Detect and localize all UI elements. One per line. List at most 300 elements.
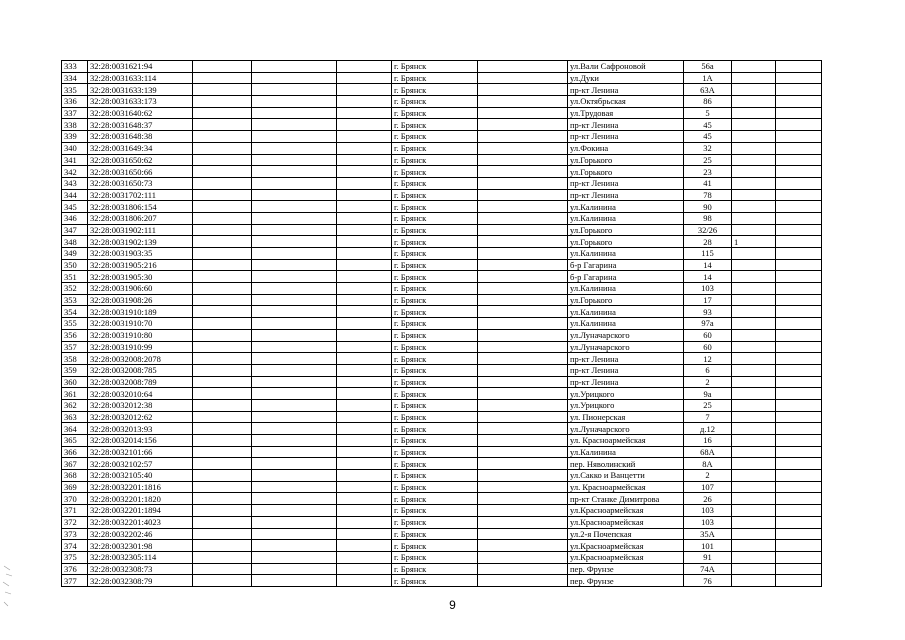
empty-cell [478,131,568,143]
empty-cell [193,283,252,295]
street-cell: ул. Красноармейская [568,435,684,447]
street-cell: пр-кт Ленина [568,353,684,365]
empty-cell [193,493,252,505]
table-row [62,119,822,131]
empty-cell [478,306,568,318]
row-number-cell: 349 [62,248,88,260]
empty-cell [193,446,252,458]
empty-cell [337,306,392,318]
table-row [62,131,822,143]
table-row [62,306,822,318]
street-cell: пр-кт Ленина [568,131,684,143]
city-cell: г. Брянск [392,189,478,201]
table-row [62,294,822,306]
city-cell: г. Брянск [392,131,478,143]
empty-cell [252,84,337,96]
empty-cell [193,224,252,236]
empty-cell [337,505,392,517]
city-cell: г. Брянск [392,481,478,493]
street-cell: ул.Калинина [568,318,684,330]
cadastral-number-cell: 32:28:0031648:38 [88,131,193,143]
empty-cell [193,72,252,84]
extra-cell [732,84,776,96]
empty-cell [193,189,252,201]
empty-cell [478,154,568,166]
row-number-cell: 375 [62,551,88,563]
city-cell: г. Брянск [392,528,478,540]
cadastral-number-cell: 32:28:0031902:139 [88,236,193,248]
row-number-cell: 353 [62,294,88,306]
street-cell: ул.Фокина [568,142,684,154]
city-cell: г. Брянск [392,435,478,447]
empty-cell [776,72,822,84]
row-number-cell: 340 [62,142,88,154]
city-cell: г. Брянск [392,294,478,306]
table-row [62,107,822,119]
empty-cell [252,446,337,458]
row-number-cell: 373 [62,528,88,540]
house-number-cell: 25 [684,154,732,166]
empty-cell [478,551,568,563]
table-row [62,271,822,283]
extra-cell [732,446,776,458]
empty-cell [776,446,822,458]
empty-cell [776,107,822,119]
house-number-cell: 98 [684,212,732,224]
city-cell: г. Брянск [392,119,478,131]
table-row [62,142,822,154]
street-cell: ул.2-я Почепская [568,528,684,540]
empty-cell [776,119,822,131]
empty-cell [776,212,822,224]
table-row [62,399,822,411]
city-cell: г. Брянск [392,563,478,575]
empty-cell [478,84,568,96]
empty-cell [776,435,822,447]
empty-cell [776,131,822,143]
city-cell: г. Брянск [392,446,478,458]
cadastral-number-cell: 32:28:0031650:73 [88,177,193,189]
empty-cell [478,388,568,400]
empty-cell [337,446,392,458]
empty-cell [252,458,337,470]
street-cell: пер. Няволинский [568,458,684,470]
cadastral-number-cell: 32:28:0032305:114 [88,551,193,563]
empty-cell [252,224,337,236]
empty-cell [193,329,252,341]
empty-cell [337,423,392,435]
empty-cell [252,411,337,423]
empty-cell [776,154,822,166]
cadastral-number-cell: 32:28:0032308:79 [88,575,193,587]
house-number-cell: 14 [684,259,732,271]
street-cell: ул.Дуки [568,72,684,84]
empty-cell [193,458,252,470]
house-number-cell: 16 [684,435,732,447]
empty-cell [776,166,822,178]
table-row [62,446,822,458]
empty-cell [776,84,822,96]
empty-cell [337,318,392,330]
empty-cell [776,306,822,318]
empty-cell [193,248,252,260]
empty-cell [193,318,252,330]
cadastral-number-cell: 32:28:0031905:216 [88,259,193,271]
empty-cell [252,505,337,517]
empty-cell [478,505,568,517]
empty-cell [252,96,337,108]
street-cell: ул.Горького [568,154,684,166]
cadastral-number-cell: 32:28:0032012:62 [88,411,193,423]
empty-cell [193,516,252,528]
table-row [62,201,822,213]
street-cell: ул.Калинина [568,248,684,260]
house-number-cell: 17 [684,294,732,306]
empty-cell [193,166,252,178]
city-cell: г. Брянск [392,411,478,423]
empty-cell [337,96,392,108]
empty-cell [478,528,568,540]
row-number-cell: 377 [62,575,88,587]
city-cell: г. Брянск [392,107,478,119]
empty-cell [193,177,252,189]
row-number-cell: 344 [62,189,88,201]
house-number-cell: 2 [684,470,732,482]
house-number-cell: 60 [684,329,732,341]
empty-cell [776,142,822,154]
house-number-cell: д.12 [684,423,732,435]
empty-cell [252,61,337,73]
empty-cell [193,399,252,411]
empty-cell [776,271,822,283]
empty-cell [337,551,392,563]
empty-cell [337,364,392,376]
cadastral-number-cell: 32:28:0032013:93 [88,423,193,435]
house-number-cell: 45 [684,131,732,143]
empty-cell [252,563,337,575]
house-number-cell: 28 [684,236,732,248]
empty-cell [776,364,822,376]
table-row [62,376,822,388]
row-number-cell: 352 [62,283,88,295]
street-cell: ул. Пионерская [568,411,684,423]
empty-cell [478,212,568,224]
extra-cell [732,411,776,423]
empty-cell [337,470,392,482]
empty-cell [193,528,252,540]
empty-cell [193,142,252,154]
house-number-cell: 6 [684,364,732,376]
empty-cell [776,423,822,435]
empty-cell [252,435,337,447]
table-row [62,481,822,493]
row-number-cell: 359 [62,364,88,376]
empty-cell [337,376,392,388]
extra-cell [732,481,776,493]
street-cell: пр-кт Ленина [568,189,684,201]
empty-cell [252,551,337,563]
house-number-cell: 103 [684,505,732,517]
empty-cell [252,318,337,330]
city-cell: г. Брянск [392,399,478,411]
cadastral-number-cell: 32:28:0031650:66 [88,166,193,178]
empty-cell [193,154,252,166]
empty-cell [252,248,337,260]
cadastral-number-cell: 32:28:0031640:62 [88,107,193,119]
empty-cell [337,142,392,154]
empty-cell [478,540,568,552]
extra-cell [732,563,776,575]
row-number-cell: 371 [62,505,88,517]
cadastral-number-cell: 32:28:0031903:35 [88,248,193,260]
street-cell: ул.Сакко и Ванцетти [568,470,684,482]
street-cell: ул.Горького [568,294,684,306]
city-cell: г. Брянск [392,283,478,295]
house-number-cell: 86 [684,96,732,108]
cadastral-number-cell: 32:28:0032008:785 [88,364,193,376]
empty-cell [252,271,337,283]
row-number-cell: 343 [62,177,88,189]
house-number-cell: 1А [684,72,732,84]
table-row [62,259,822,271]
street-cell: ул.Горького [568,224,684,236]
street-cell: пр-кт Ленина [568,177,684,189]
empty-cell [478,294,568,306]
city-cell: г. Брянск [392,236,478,248]
extra-cell [732,493,776,505]
extra-cell [732,166,776,178]
empty-cell [252,154,337,166]
cadastral-number-cell: 32:28:0031905:30 [88,271,193,283]
extra-cell [732,318,776,330]
extra-cell [732,283,776,295]
extra-cell [732,96,776,108]
empty-cell [337,411,392,423]
house-number-cell: 8А [684,458,732,470]
city-cell: г. Брянск [392,341,478,353]
empty-cell [478,435,568,447]
empty-cell [478,248,568,260]
house-number-cell: 90 [684,201,732,213]
house-number-cell: 7 [684,411,732,423]
row-number-cell: 346 [62,212,88,224]
row-number-cell: 350 [62,259,88,271]
cadastral-number-cell: 32:28:0031621:94 [88,61,193,73]
cadastral-number-cell: 32:28:0032012:38 [88,399,193,411]
city-cell: г. Брянск [392,551,478,563]
empty-cell [252,306,337,318]
cadastral-number-cell: 32:28:0032308:73 [88,563,193,575]
street-cell: ул.Луначарского [568,423,684,435]
extra-cell [732,364,776,376]
street-cell: пер. Фрунзе [568,563,684,575]
empty-cell [478,446,568,458]
empty-cell [337,435,392,447]
empty-cell [337,329,392,341]
house-number-cell: 60 [684,341,732,353]
empty-cell [252,119,337,131]
empty-cell [337,107,392,119]
empty-cell [193,107,252,119]
empty-cell [478,341,568,353]
table-row [62,493,822,505]
empty-cell [193,563,252,575]
empty-cell [337,516,392,528]
house-number-cell: 23 [684,166,732,178]
extra-cell [732,458,776,470]
city-cell: г. Брянск [392,212,478,224]
empty-cell [337,493,392,505]
street-cell: ул.Калинина [568,201,684,213]
empty-cell [776,516,822,528]
empty-cell [337,119,392,131]
city-cell: г. Брянск [392,177,478,189]
house-number-cell: 78 [684,189,732,201]
empty-cell [478,166,568,178]
row-number-cell: 365 [62,435,88,447]
cadastral-number-cell: 32:28:0032301:98 [88,540,193,552]
extra-cell [732,329,776,341]
cadastral-number-cell: 32:28:0031633:114 [88,72,193,84]
row-number-cell: 337 [62,107,88,119]
extra-cell [732,61,776,73]
row-number-cell: 345 [62,201,88,213]
empty-cell [252,376,337,388]
house-number-cell: 76 [684,575,732,587]
table-row [62,551,822,563]
row-number-cell: 376 [62,563,88,575]
city-cell: г. Брянск [392,575,478,587]
cadastral-number-cell: 32:28:0031910:80 [88,329,193,341]
street-cell: пр-кт Ленина [568,376,684,388]
empty-cell [478,376,568,388]
empty-cell [337,72,392,84]
table-row [62,84,822,96]
city-cell: г. Брянск [392,364,478,376]
table-row [62,224,822,236]
empty-cell [776,96,822,108]
extra-cell [732,72,776,84]
empty-cell [776,283,822,295]
empty-cell [252,189,337,201]
empty-cell [193,271,252,283]
empty-cell [478,96,568,108]
table-row [62,96,822,108]
row-number-cell: 372 [62,516,88,528]
row-number-cell: 369 [62,481,88,493]
street-cell: ул.Красноармейская [568,540,684,552]
extra-cell [732,399,776,411]
extra-cell [732,470,776,482]
extra-cell [732,528,776,540]
extra-cell [732,376,776,388]
extra-cell [732,201,776,213]
empty-cell [337,283,392,295]
empty-cell [478,411,568,423]
empty-cell [252,236,337,248]
house-number-cell: 41 [684,177,732,189]
table-row [62,189,822,201]
empty-cell [776,236,822,248]
table-row [62,435,822,447]
empty-cell [478,329,568,341]
empty-cell [478,283,568,295]
cadastral-number-cell: 32:28:0032008:2078 [88,353,193,365]
empty-cell [776,458,822,470]
empty-cell [193,119,252,131]
empty-cell [252,423,337,435]
street-cell: ул.Октябрьская [568,96,684,108]
empty-cell [776,481,822,493]
extra-cell [732,540,776,552]
empty-cell [337,236,392,248]
extra-cell [732,248,776,260]
empty-cell [337,481,392,493]
empty-cell [193,481,252,493]
table-row [62,318,822,330]
empty-cell [337,224,392,236]
street-cell: ул.Урицкого [568,399,684,411]
city-cell: г. Брянск [392,493,478,505]
extra-cell [732,341,776,353]
empty-cell [776,505,822,517]
empty-cell [193,376,252,388]
city-cell: г. Брянск [392,353,478,365]
empty-cell [337,248,392,260]
scan-artifact [0,560,40,620]
cadastral-number-cell: 32:28:0031910:99 [88,341,193,353]
empty-cell [193,236,252,248]
cadastral-number-cell: 32:28:0031910:70 [88,318,193,330]
row-number-cell: 347 [62,224,88,236]
table-row [62,563,822,575]
house-number-cell: 2 [684,376,732,388]
empty-cell [252,283,337,295]
empty-cell [776,189,822,201]
empty-cell [337,458,392,470]
extra-cell [732,154,776,166]
empty-cell [193,388,252,400]
house-number-cell: 56а [684,61,732,73]
street-cell: пр-кт Ленина [568,84,684,96]
row-number-cell: 348 [62,236,88,248]
table-row [62,540,822,552]
street-cell: ул.Горького [568,166,684,178]
table-row [62,283,822,295]
extra-cell [732,423,776,435]
empty-cell [252,493,337,505]
cadastral-number-cell: 32:28:0032202:46 [88,528,193,540]
cadastral-number-cell: 32:28:0031633:173 [88,96,193,108]
empty-cell [193,201,252,213]
table-row [62,458,822,470]
row-number-cell: 339 [62,131,88,143]
empty-cell [478,236,568,248]
street-cell: ул.Калинина [568,212,684,224]
empty-cell [776,248,822,260]
empty-cell [252,388,337,400]
table-row [62,341,822,353]
row-number-cell: 354 [62,306,88,318]
street-cell: пер. Фрунзе [568,575,684,587]
city-cell: г. Брянск [392,72,478,84]
empty-cell [193,435,252,447]
empty-cell [252,353,337,365]
city-cell: г. Брянск [392,271,478,283]
empty-cell [193,84,252,96]
cadastral-number-cell: 32:28:0032010:64 [88,388,193,400]
table-row [62,212,822,224]
